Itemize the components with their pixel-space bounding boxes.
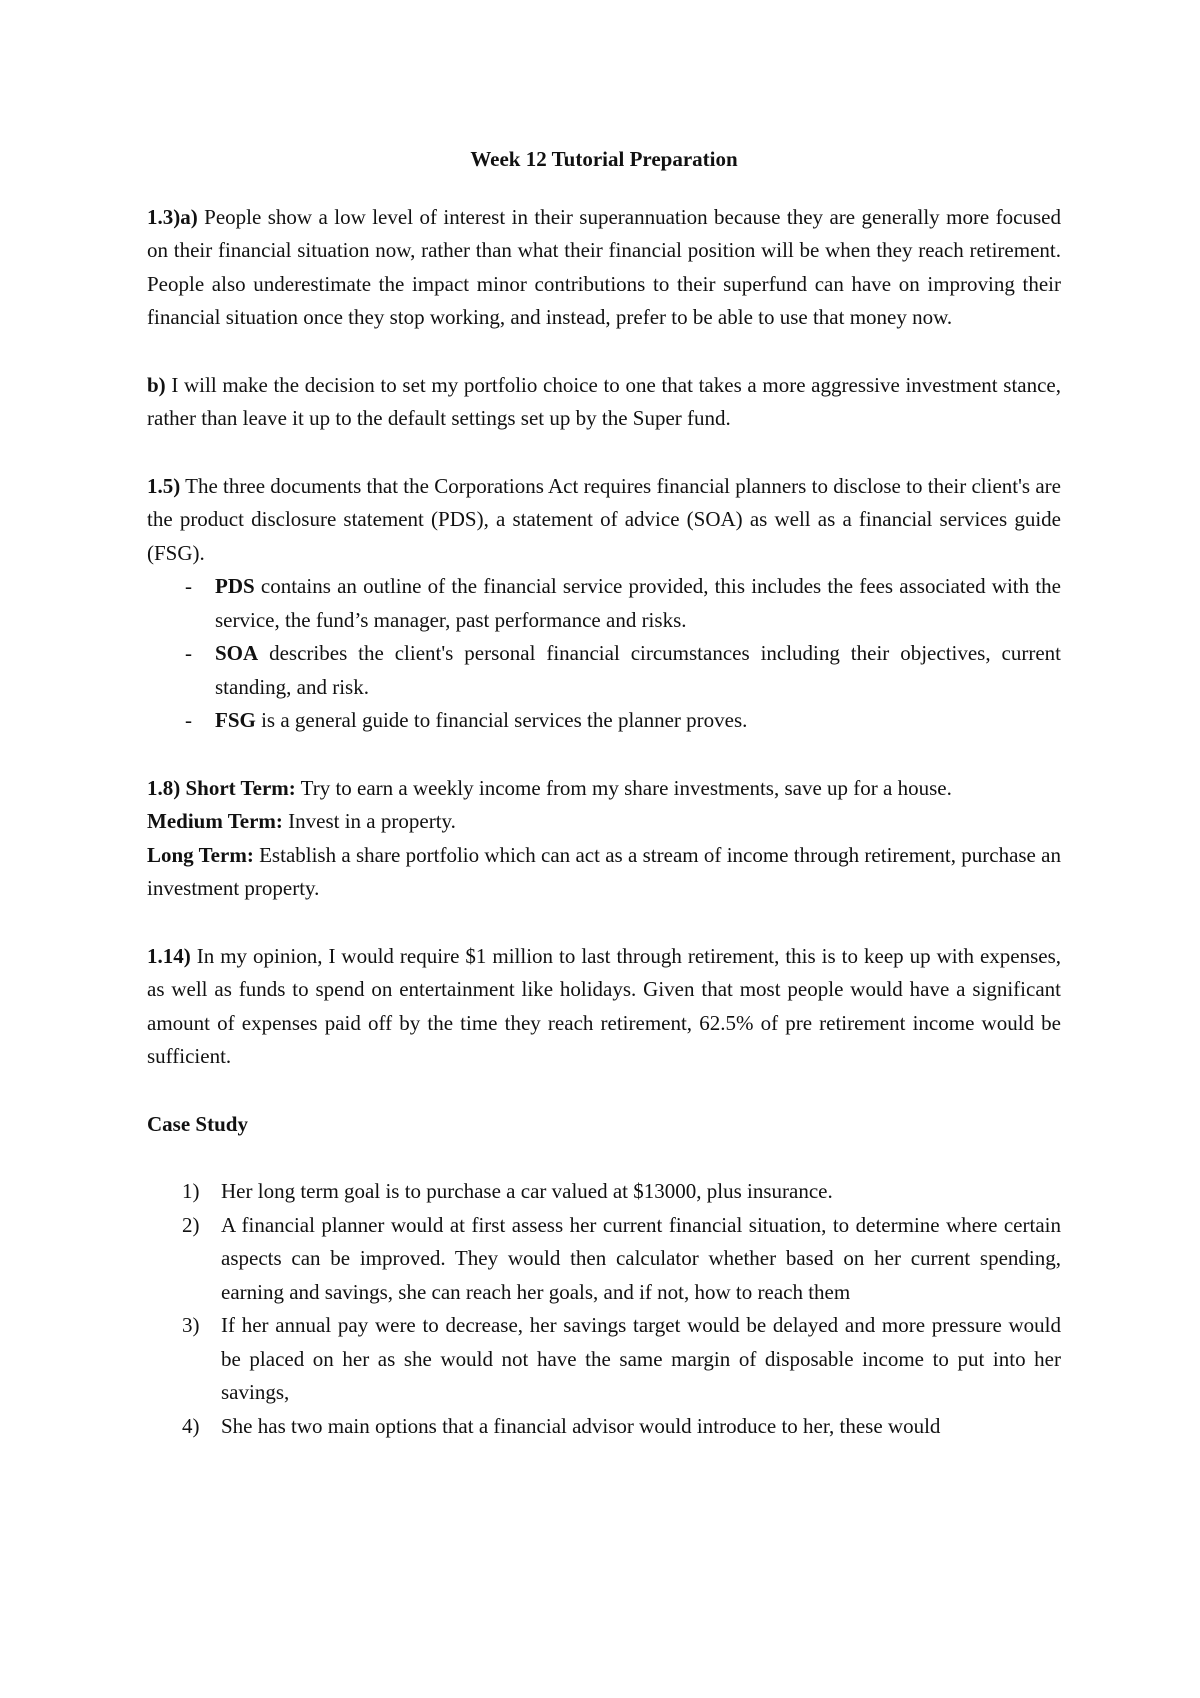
list-item [147, 570, 1061, 637]
answer-1-14 [147, 940, 1061, 1074]
answer-1-5 [147, 470, 1061, 738]
answer-intro [147, 470, 1061, 571]
answer-text: People show a low level of interest in their superannuation because they are generally more focused on their financial situation now, rather than what their financial position will be when they reach retirement. People also underestimate the impact minor contributions to their superfund can have on improving their financial situation once they stop working, and instead, prefer to be able to use that money now. [147, 204, 1061, 329]
goal-text: Invest in a property. [282, 809, 456, 833]
answer-text: I will make the decision to set my portfolio choice to one that takes a more aggressive investment stance, rather than leave it up to the default settings set up by the Super fund. [147, 372, 1061, 430]
document-body [147, 143, 1061, 1443]
list-text: contains an outline of the financial service provided, this includes the fees associated with the service, the fund’s manager, past performance and risks. [215, 574, 1061, 632]
list-item [147, 1410, 1061, 1444]
item-number: 3) [182, 1313, 200, 1337]
goal-text: Try to earn a weekly income from my share investments, save up for a house. [295, 775, 952, 800]
list-item [147, 1209, 1061, 1310]
list-item [147, 637, 1061, 704]
list-item [147, 1309, 1061, 1410]
list-text: is a general guide to financial services the planner proves. [255, 708, 748, 732]
item-number: 2) [182, 1212, 200, 1237]
term-label: Short Term: [180, 775, 296, 800]
list-term: SOA [215, 641, 259, 665]
page-title: Week 12 Tutorial Preparation [470, 147, 738, 171]
list-text: A financial planner would at first assess her current financial situation, to determine where certain aspects can be improved. They would then calculator whether based on her current spending, earning and savings, she can reach her goals, and if not, how to reach them [221, 1212, 1061, 1304]
medium-term-goal [147, 805, 1061, 839]
term-label: Medium Term: [147, 809, 283, 833]
answer-1-8 [147, 772, 1061, 906]
long-term-goal [147, 839, 1061, 906]
question-label: 1.5) [147, 473, 181, 498]
answer-1-3a [147, 201, 1061, 335]
list-text: She has two main options that a financial advisor would introduce to her, these would [221, 1413, 941, 1438]
document-list [147, 570, 1061, 738]
item-number: 4) [182, 1413, 200, 1438]
question-label: 1.8) [147, 775, 181, 800]
answer-1-3b [147, 369, 1061, 436]
list-term: PDS [215, 574, 255, 598]
case-study-list [147, 1175, 1061, 1443]
list-item [147, 1175, 1061, 1209]
question-label: 1.3)a) [147, 204, 198, 229]
list-text: describes the client's personal financial circumstances including their objectives, current standing, and risk. [215, 641, 1061, 699]
answer-text: The three documents that the Corporations Act requires financial planners to disclose to their client's are the product disclosure statement (PDS), a statement of advice (SOA) as well as a financial services guide (FSG). [147, 473, 1061, 565]
list-term: FSG [215, 708, 256, 732]
list-text: If her annual pay were to decrease, her savings target would be delayed and more pressure would be placed on her as she would not have the same margin of disposable income to put into her savings, [221, 1313, 1061, 1404]
question-label: 1.14) [147, 943, 191, 968]
list-text: Her long term goal is to purchase a car valued at $13000, plus insurance. [221, 1179, 833, 1203]
item-number: 1) [182, 1179, 200, 1203]
dash-bullet: - [185, 641, 192, 665]
goal-text: Establish a share portfolio which can act as a stream of income through retirement, purchase an investment property. [147, 842, 1061, 900]
question-label: b) [147, 372, 166, 397]
case-study-heading: Case Study [147, 1111, 248, 1136]
term-label: Long Term: [147, 842, 254, 867]
short-term-goal [147, 772, 1061, 806]
dash-bullet: - [185, 708, 192, 732]
list-item [147, 704, 1061, 738]
answer-text: In my opinion, I would require $1 million to last through retirement, this is to keep up with expenses, as well as funds to spend on entertainment like holidays. Given that most people would have a significant amount of expenses paid off by the time they reach retirement, 62.5% of pre retirement income would be sufficient. [147, 943, 1061, 1068]
dash-bullet: - [185, 574, 192, 598]
